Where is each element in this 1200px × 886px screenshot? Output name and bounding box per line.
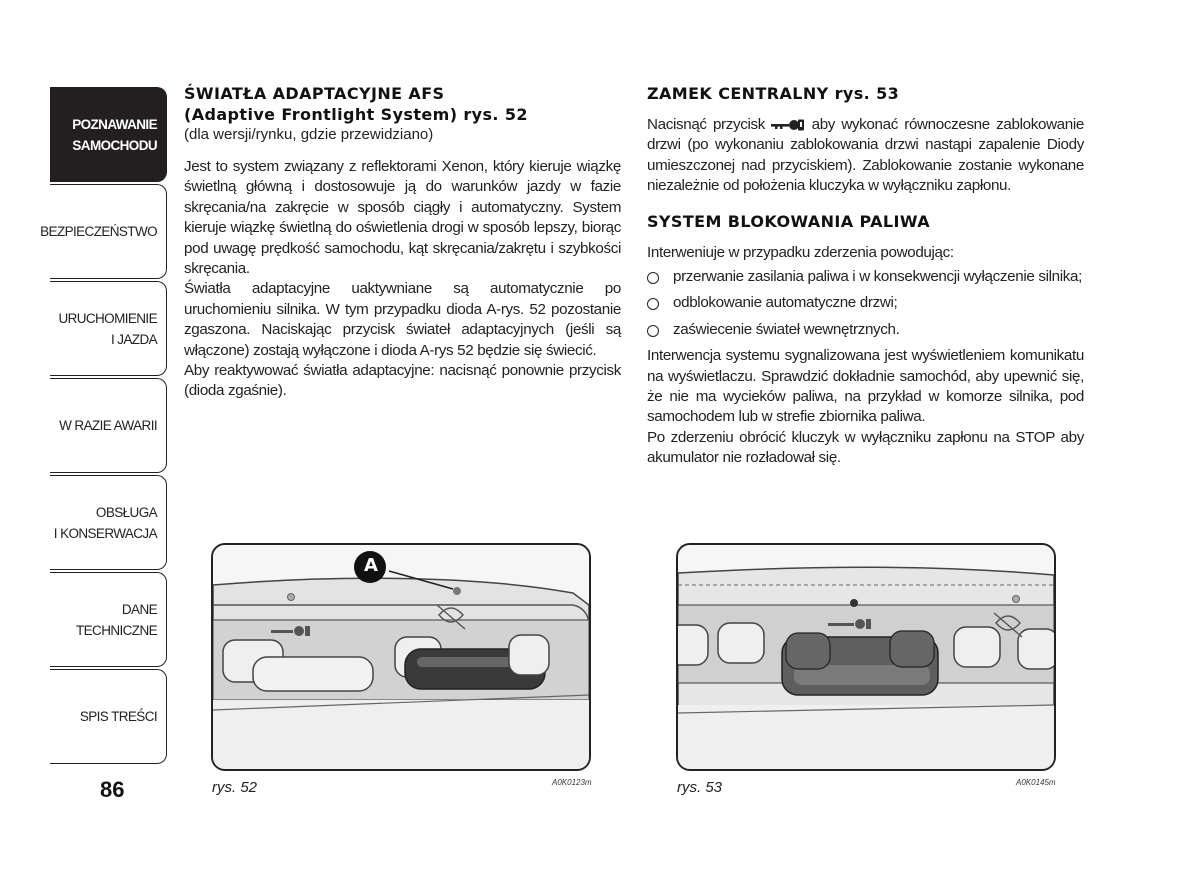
list-item-text: odblokowanie automatyczne drzwi; [673,294,898,312]
switch-panel-drawing [213,545,589,769]
key-lock-icon [771,119,805,131]
paragraph [647,115,1084,197]
figure-53-illustration [676,543,1056,771]
figure-52-code: A0K0123m [552,778,592,787]
text-fragment: aby wykonać równoczesne zablokowanie drzwi (po wykonaniu zablokowania drzwi nastąpi zapalenie Diody umieszczonej nad przyciskiem). Zablokowanie zostanie wykonane niezależnie od położenia kluczyka w wyłączniku zapłonu. [647,116,1084,195]
tab-obsluga-i-konserwacja[interactable] [50,475,167,570]
bullet-list [647,267,1084,340]
tab-bezpieczenstwo[interactable] [40,184,167,279]
page-number: 86 [100,777,125,802]
list-item [647,320,1084,340]
circle-bullet-icon [647,325,659,337]
list-item [647,267,1084,287]
text-fragment: Nacisnąć przycisk [647,116,765,133]
tab-label: DANE TECHNICZNE [76,601,157,638]
figure-52-caption: rys. 52 [212,779,258,796]
tab-label: W RAZIE AWARII [59,418,157,433]
tab-label: OBSŁUGA I KONSERWACJA [53,504,157,541]
paragraph: Po zderzeniu obrócić kluczyk w wyłączniku zapłonu na STOP aby akumulator nie rozładował się. [647,428,1084,467]
paragraph: Aby reaktywować światła adaptacyjne: nacisnąć ponownie przycisk (dioda zgaśnie). [184,362,621,400]
paragraph: Światła adaptacyjne uaktywniane są automatycznie po uruchomieniu silnika. W tym przypadku dioda A-rys. 52 pozostanie zgaszona. Naciskając przycisk świateł adaptacyjnych (jeśli są włączone) zostają wyłączone i dioda A-rys 52 będzie się świecić. [184,280,621,359]
section-title-afs: ŚWIATŁA ADAPTACYJNE AFS [184,84,445,103]
tab-w-razie-awarii[interactable] [50,378,167,473]
tab-poznawanie-samochodu[interactable] [50,87,167,182]
tab-label: BEZPIECZEŃSTWO [40,224,157,239]
tab-label: SPIS TREŚCI [79,709,157,724]
callout-label-a: A [364,555,378,576]
tab-dane-techniczne[interactable] [50,572,167,667]
right-column [647,83,1084,469]
section-title-central-lock: ZAMEK CENTRALNY rys. 53 [647,84,900,103]
circle-bullet-icon [647,298,659,310]
figure-52-illustration [211,543,591,771]
list-item-text: zaświecenie świateł wewnętrznych. [673,320,900,338]
left-column [184,83,621,402]
section-note: (dla wersji/rynku, gdzie przewidziano) [184,126,434,143]
tab-label: POZNAWANIE SAMOCHODU [72,116,157,153]
circle-bullet-icon [647,272,659,284]
paragraph: Interwencja systemu sygnalizowana jest wyświetleniem komunikatu na wyświetlaczu. Sprawdzić dokładnie samochód, aby upewnić się, że nie ma wycieków paliwa, na przykład w komorze silnika, pod samochodem lub w strefie zbiornika paliwa. [647,347,1084,426]
section-title-afs-sub: (Adaptive Frontlight System) rys. 52 [184,105,528,124]
list-item [647,293,1084,313]
figure-53-code: A0K0145m [1016,778,1056,787]
tab-uruchomienie-i-jazda[interactable] [50,281,167,376]
tab-label: URUCHOMIENIE I JAZDA [58,310,157,347]
paragraph: Jest to system związany z reflektorami Xenon, który kieruje wiązkę świetlną główną i dostosowuje ją do warunków jazdy w fazie skręcania/na zakręcie w sposób ciągły i automatyczny. System kieruje wiązkę świetlną do oświetlenia drogi w sposób lepszy, biorąc pod uwagę prędkość samochodu, kąt skręcania/zakrętu i szybkości skręcania. [184,158,621,278]
switch-panel-drawing [678,545,1054,769]
paragraph: Interweniuje w przypadku zderzenia powodując: [647,243,954,261]
section-title-fuel-cutoff: SYSTEM BLOKOWANIA PALIWA [647,211,930,231]
list-item-text: przerwanie zasilania paliwa i w konsekwencji wyłączenie silnika; [673,268,1082,286]
tab-spis-tresci[interactable] [50,669,167,764]
chapter-tabs [40,87,167,766]
figure-53-caption: rys. 53 [677,779,723,796]
